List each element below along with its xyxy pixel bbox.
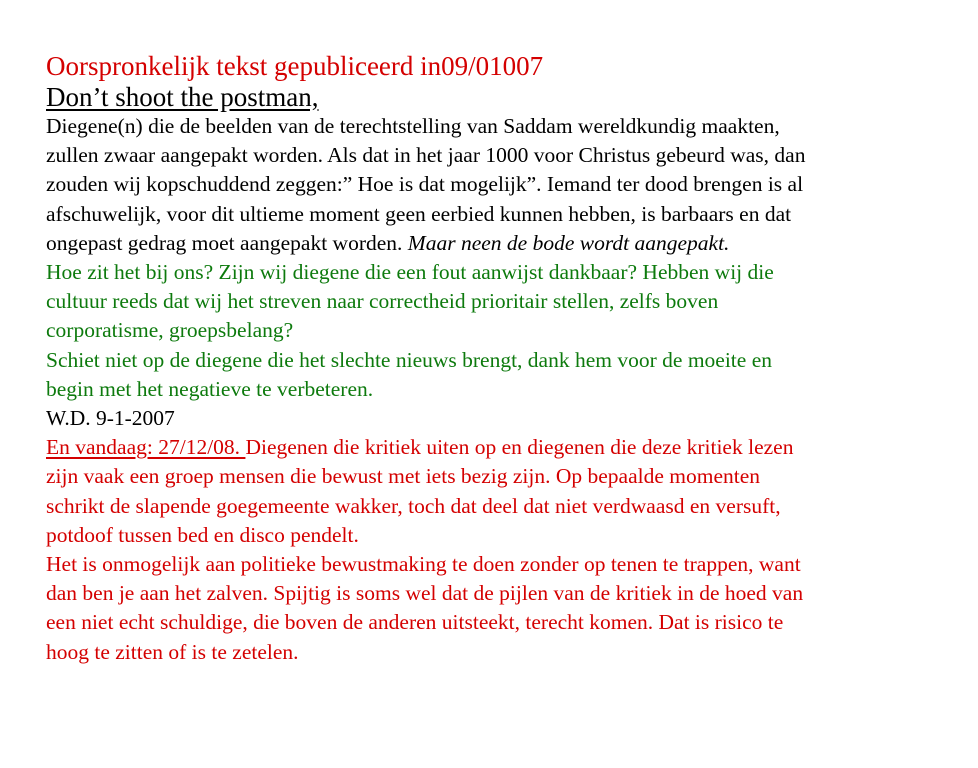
article-title: Don’t shoot the postman, (46, 82, 319, 112)
text-line: Hoe zit het bij ons? Zijn wij diegene die een fout aanwijst dankbaar? Hebben wij die (46, 260, 774, 285)
text-line: dan ben je aan het zalven. Spijtig is soms wel dat de pijlen van de kritiek in de hoed van (46, 581, 804, 606)
text-line (46, 229, 966, 258)
text-line: zouden wij kopschuddend zeggen:” Hoe is dat mogelijk”. Iemand ter dood brengen is al (46, 172, 804, 197)
document-page (46, 50, 966, 667)
date-label: En vandaag: 27/12/08. (46, 435, 246, 460)
text-line: zijn vaak een groep mensen die bewust met iets bezig zijn. Op bepaalde momenten (46, 464, 761, 489)
paragraph-today (46, 433, 966, 550)
text-line (46, 433, 966, 462)
text-line: begin met het negatieve te verbeteren. (46, 376, 374, 401)
text-line: cultuur reeds dat wij het streven naar correctheid prioritair stellen, zelfs boven (46, 289, 719, 314)
signature (46, 404, 966, 433)
text-line: Schiet niet op de diegene die het slechte nieuws brengt, dank hem voor de moeite en (46, 347, 772, 372)
paragraph-messenger (46, 346, 966, 404)
paragraph-saddam (46, 112, 966, 258)
signature-text: W.D. 9-1-2007 (46, 406, 175, 431)
text-regular: Diegenen die kritiek uiten op en diegenen die deze kritiek lezen (245, 435, 794, 460)
paragraph-question (46, 258, 966, 346)
text-line: zullen zwaar aangepakt worden. Als dat in het jaar 1000 voor Christus gebeurd was, dan (46, 143, 806, 168)
text-line: potdoof tussen bed en disco pendelt. (46, 522, 359, 547)
text-line: Het is onmogelijk aan politieke bewustmaking te doen zonder op tenen te trappen, want (46, 552, 801, 577)
publication-heading: Oorspronkelijk tekst gepubliceerd in09/01007 (46, 51, 544, 81)
text-line: Diegene(n) die de beelden van de terechtstelling van Saddam wereldkundig maakten, (46, 114, 780, 138)
text-line: afschuwelijk, voor dit ultieme moment geen eerbied kunnen hebben, is barbaars en dat (46, 201, 792, 226)
text-regular: ongepast gedrag moet aangepakt worden. (46, 230, 408, 255)
paragraph-politics (46, 550, 966, 667)
text-line: corporatisme, groepsbelang? (46, 318, 294, 343)
text-line: hoog te zitten of is te zetelen. (46, 639, 299, 664)
text-line: een niet echt schuldige, die boven de anderen uitsteekt, terecht komen. Dat is risico te (46, 610, 784, 635)
text-italic: Maar neen de bode wordt aangepakt. (407, 230, 730, 255)
text-line: schrikt de slapende goegemeente wakker, toch dat deel dat niet verdwaasd en versuft, (46, 493, 781, 518)
